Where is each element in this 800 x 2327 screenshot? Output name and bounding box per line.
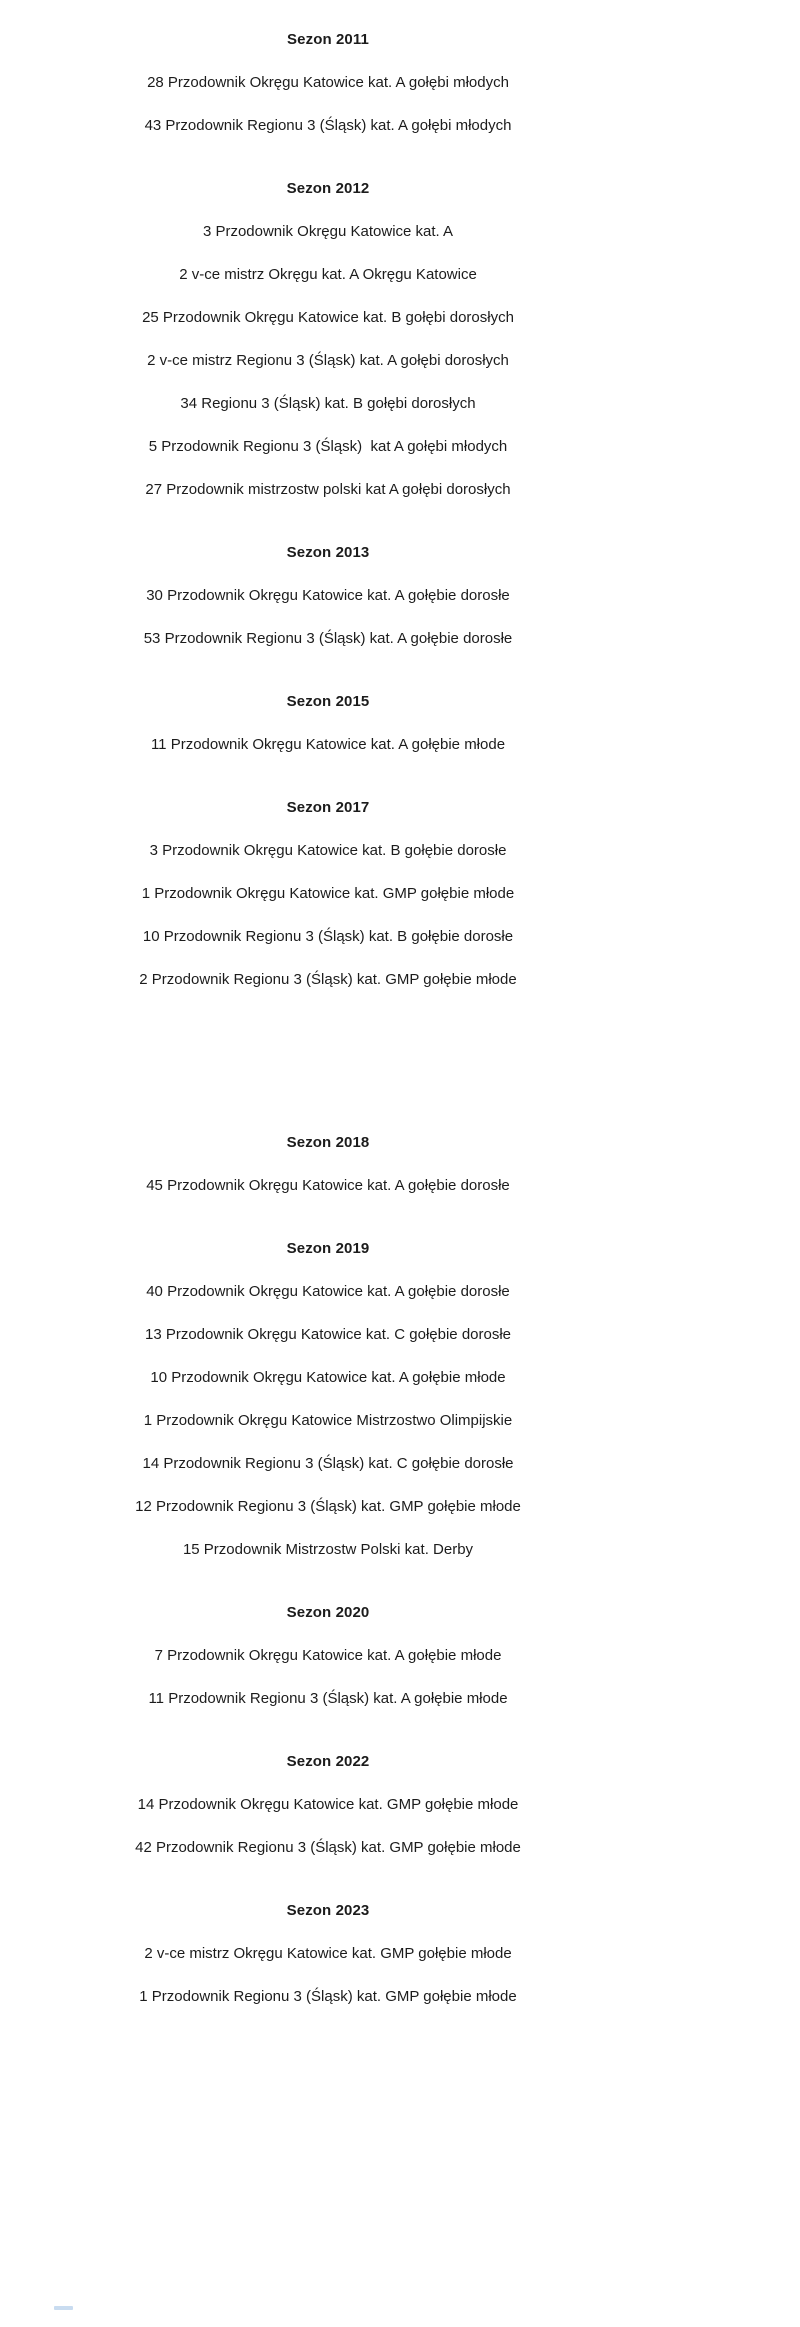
achievement-line: 27 Przodownik mistrzostw polski kat A gołębi dorosłych	[145, 481, 511, 498]
season-title: Sezon 2012	[286, 180, 370, 197]
page-artifact-mark	[54, 2306, 73, 2310]
achievement-line: 11 Przodownik Regionu 3 (Śląsk) kat. A gołębie młode	[148, 1690, 508, 1707]
season-section	[0, 1133, 656, 1196]
achievement-line: 2 v-ce mistrz Okręgu Katowice kat. GMP gołębie młode	[144, 1945, 512, 1962]
achievement-line: 2 v-ce mistrz Regionu 3 (Śląsk) kat. A gołębi dorosłych	[147, 352, 509, 369]
season-title: Sezon 2022	[286, 1753, 370, 1770]
season-section	[0, 692, 656, 755]
achievement-line: 11 Przodownik Okręgu Katowice kat. A gołębie młode	[150, 736, 506, 753]
achievement-line: 7 Przodownik Okręgu Katowice kat. A gołębie młode	[154, 1647, 502, 1664]
achievement-line: 30 Przodownik Okręgu Katowice kat. A gołębie dorosłe	[146, 587, 510, 604]
achievement-line: 1 Przodownik Okręgu Katowice kat. GMP gołębie młode	[141, 885, 515, 902]
achievement-line: 3 Przodownik Okręgu Katowice kat. B gołębie dorosłe	[149, 842, 507, 859]
achievement-line: 5 Przodownik Regionu 3 (Śląsk) kat A gołębi młodych	[148, 438, 508, 455]
season-section	[0, 1901, 656, 2007]
season-section	[0, 543, 656, 649]
achievement-line: 42 Przodownik Regionu 3 (Śląsk) kat. GMP gołębie młode	[135, 1839, 521, 1856]
season-section	[0, 1752, 656, 1858]
achievement-line: 2 v-ce mistrz Okręgu kat. A Okręgu Katowice	[179, 266, 477, 283]
season-section	[0, 30, 656, 136]
achievement-line: 53 Przodownik Regionu 3 (Śląsk) kat. A gołębie dorosłe	[143, 630, 513, 647]
achievement-line: 14 Przodownik Okręgu Katowice kat. GMP gołębie młode	[137, 1796, 519, 1813]
achievement-line: 15 Przodownik Mistrzostw Polski kat. Derby	[182, 1541, 474, 1558]
achievement-line: 1 Przodownik Regionu 3 (Śląsk) kat. GMP gołębie młode	[139, 1988, 517, 2005]
achievement-line: 25 Przodownik Okręgu Katowice kat. B gołębi dorosłych	[142, 309, 514, 326]
season-section	[0, 1603, 656, 1709]
achievement-line: 10 Przodownik Okręgu Katowice kat. A gołębie młode	[150, 1369, 506, 1386]
season-title: Sezon 2013	[286, 544, 370, 561]
season-section	[0, 798, 656, 990]
achievement-line: 2 Przodownik Regionu 3 (Śląsk) kat. GMP gołębie młode	[139, 971, 517, 988]
season-title: Sezon 2015	[286, 693, 370, 710]
achievement-line: 13 Przodownik Okręgu Katowice kat. C gołębie dorosłe	[144, 1326, 512, 1343]
season-section	[0, 179, 656, 500]
achievement-line: 3 Przodownik Okręgu Katowice kat. A	[202, 223, 454, 240]
achievement-line: 1 Przodownik Okręgu Katowice Mistrzostwo Olimpijskie	[143, 1412, 513, 1429]
season-title: Sezon 2019	[286, 1240, 370, 1257]
achievement-line: 12 Przodownik Regionu 3 (Śląsk) kat. GMP gołębie młode	[135, 1498, 521, 1515]
achievement-line: 40 Przodownik Okręgu Katowice kat. A gołębie dorosłe	[146, 1283, 510, 1300]
season-title: Sezon 2017	[286, 799, 370, 816]
season-title: Sezon 2018	[286, 1134, 370, 1151]
season-section	[0, 1239, 656, 1560]
season-title: Sezon 2011	[287, 31, 369, 48]
achievement-line: 28 Przodownik Okręgu Katowice kat. A gołębi młodych	[147, 74, 509, 91]
achievement-line: 43 Przodownik Regionu 3 (Śląsk) kat. A gołębi młodych	[144, 117, 512, 134]
achievement-line: 10 Przodownik Regionu 3 (Śląsk) kat. B gołębie dorosłe	[142, 928, 514, 945]
achievement-line: 14 Przodownik Regionu 3 (Śląsk) kat. C gołębie dorosłe	[142, 1455, 514, 1472]
achievement-line: 45 Przodownik Okręgu Katowice kat. A gołębie dorosłe	[146, 1177, 510, 1194]
achievement-line: 34 Regionu 3 (Śląsk) kat. B gołębi dorosłych	[180, 395, 476, 412]
season-title: Sezon 2020	[286, 1604, 370, 1621]
season-title: Sezon 2023	[286, 1902, 370, 1919]
